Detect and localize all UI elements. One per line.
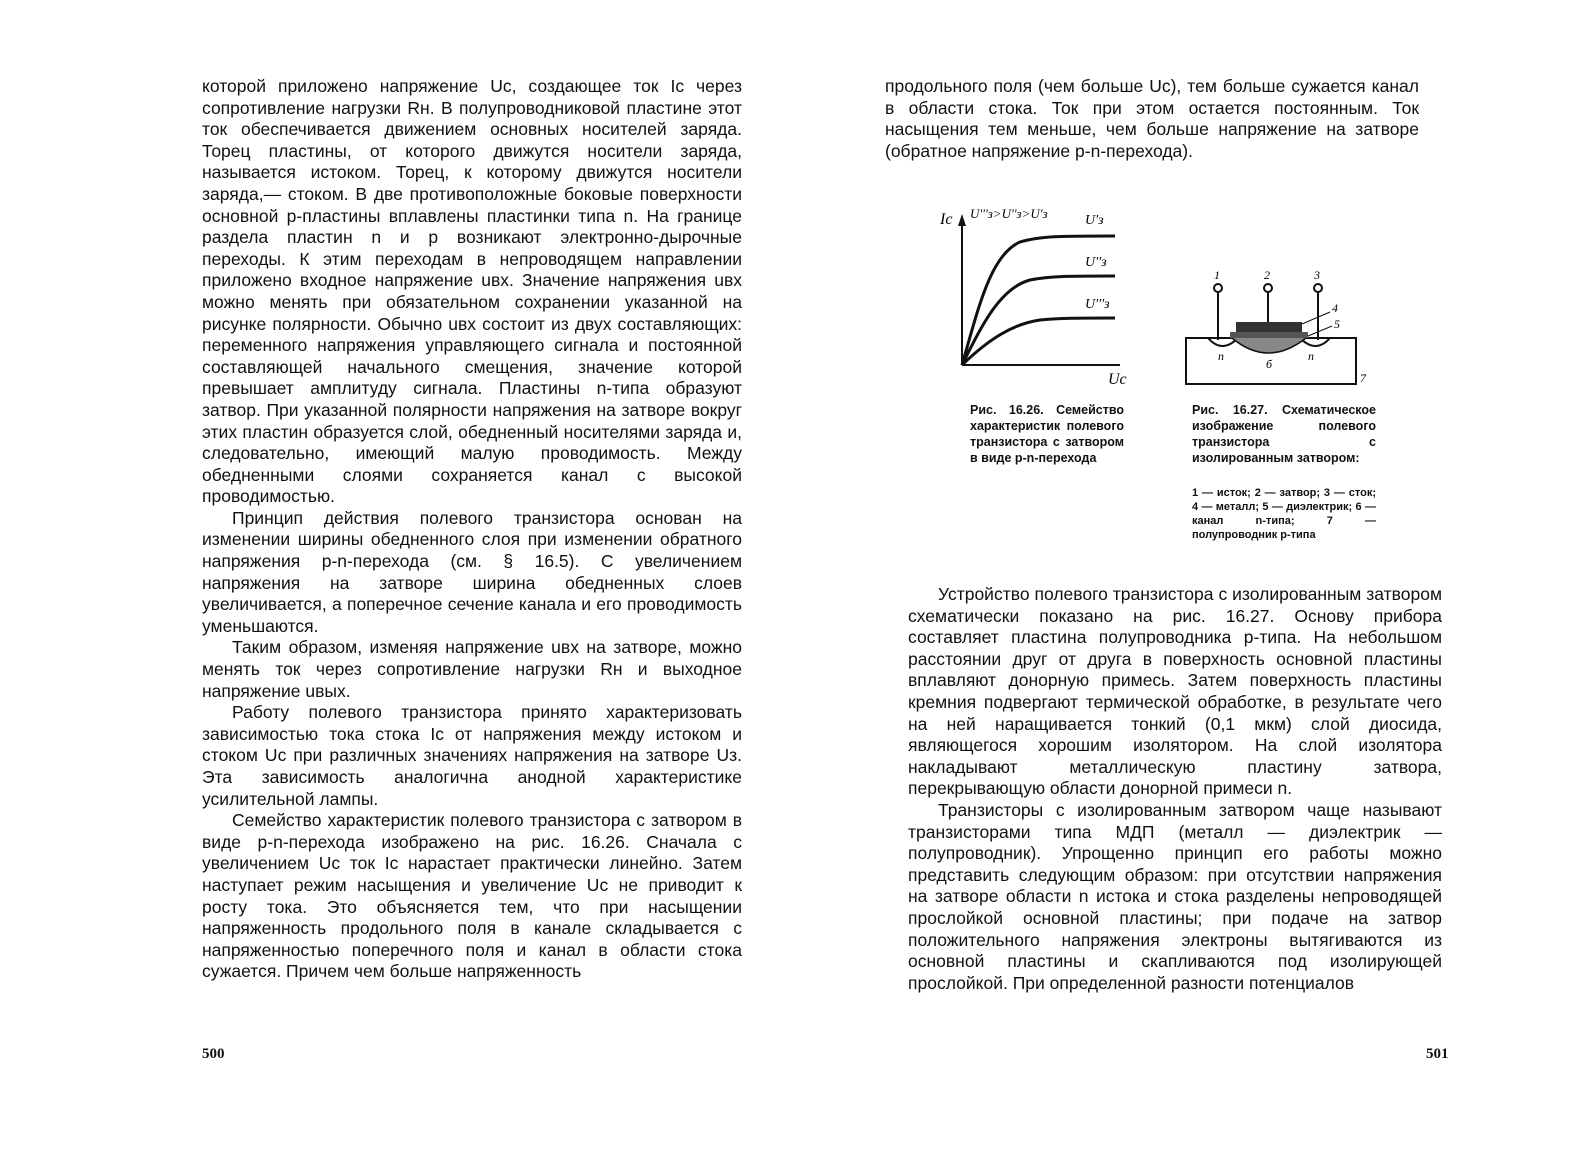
y-axis-label: Ic [940,211,953,228]
figure-16-26-chart [940,200,1160,390]
right-top-text [885,76,1419,162]
terminal-label-3: 3 [1314,270,1320,282]
metal-gate [1236,322,1302,332]
gate-terminal [1264,284,1272,292]
paragraph: Семейство характеристик полевого транзистора с затвором в виде p-n-перехода изображено на рис. 16.26. Сначала с увеличением Uc ток Ic нарастает практически линейно. Затем наступает режим насыщения и увеличение Uc не приводит к росту тока. Это объясняется тем, что при насыщении напряженность продольного поля в канале складывается с напряженностью поперечного поля и канал в области стока сужается. Причем чем больше напряженность [202,810,742,982]
channel-region [1232,338,1306,353]
figure-legend-16-27: 1 — исток; 2 — затвор; 3 — сток; 4 — металл; 5 — диэлектрик; 6 — канал n-типа; 7 — полупроводник p-типа [1192,487,1376,541]
curve-label-1: U'з [1085,213,1104,228]
callout-label-5: 5 [1334,317,1340,331]
figure-16-27-diagram [1180,270,1380,390]
callout-label-7: 7 [1360,371,1366,385]
drain-terminal [1314,284,1322,292]
paragraph: Таким образом, изменяя напряжение uвх на затворе, можно менять ток через сопротивление нагрузки Rн и выходное напряжение uвых. [202,637,742,701]
region-label-source: n [1218,349,1224,363]
page-number-right: 501 [1426,1046,1449,1062]
paragraph: Принцип действия полевого транзистора основан на изменении ширины обедненного слоя при изменении обратного напряжения p-n-перехода (см. § 16.5). С увеличением напряжения на затворе ширина обедненных слоев увеличивается, а поперечное сечение канала и его проводимость уменьшаются. [202,507,742,636]
terminal-label-1: 1 [1214,270,1220,282]
curve-lower [962,318,1115,365]
dielectric-layer [1230,332,1308,338]
terminal-label-2: 2 [1264,270,1270,282]
callout-line-4 [1302,312,1330,324]
region-label-drain: n [1308,349,1314,363]
paragraph: которой приложено напряжение Uc, создающее ток Ic через сопротивление нагрузки Rн. В полупроводниковой пластине этот ток обеспечивается движением основных носителей заряда. Торец пластины, от которого движутся носители заряда, называется истоком. Торец, к которому движутся носители заряда,— стоком. В две противоположные боковые поверхности основной p-пластины вплавлены пластинки типа n. На границе раздела пластин n и p возникают электронно-дырочные переходы. К этим переходам в непроводящем направлении приложено входное напряжение uвх. Значение напряжения uвх можно менять при обязательном сохранении указанной на рисунке полярности. Обычно uвх состоит из двух составляющих: переменного напряжения управляющего сигнала и постоянной составляющей начального смещения, значение которой превышает амплитуду сигнала. Пластины n-типа образуют затвор. При указанной полярности напряжения на затворе вокруг этих пластин образуется слой, обедненный носителями заряда и, следовательно, имеющий малую проводимость. Между обедненными слоями сохраняется канал с высокой проводимостью. [202,76,742,507]
x-axis-label: Uc [1108,371,1127,388]
figure-caption-16-26: Рис. 16.26. Семейство характеристик полевого транзистора с затвором в виде p-n-перехода [970,403,1124,465]
right-page [790,0,1583,1153]
source-terminal [1214,284,1222,292]
figure-caption-16-27: Рис. 16.27. Схематическое изображение полевого транзистора с изолированным затвором: [1192,403,1376,465]
curve-label-3: U'''з [1085,297,1110,312]
paragraph: Работу полевого транзистора принято характеризовать зависимостью тока стока Ic от напряжения между истоком и стоком Uc при различных значениях напряжения на затворе Uз. Эта зависимость аналогична анодной характеристике усилительной лампы. [202,702,742,809]
left-text-column [202,76,742,983]
y-axis-arrow [958,214,966,226]
callout-line-5 [1308,326,1332,336]
curve-label-2: U''з [1085,255,1107,270]
left-page [0,0,790,1153]
inequality-label: U'''з>U''з>U'з [970,206,1048,221]
paragraph: Устройство полевого транзистора с изолированным затвором схематически показано на рис. 16.27. Основу прибора составляет пластина полупроводника p-типа. На небольшом расстоянии друг от друга в поверхность основной пластины вплавляют донорную примесь. Затем поверхность пластины кремния подвергают термической обработке, в результате чего на ней наращивается тонкий (0,1 мкм) слой диосида, являющегося хорошим изолятором. На слой изолятора накладывают металлическую пластину затвора, перекрывающую области донорной примеси n. [908,584,1442,799]
paragraph: Транзисторы с изолированным затвором чаще называют транзисторами типа МДП (металл — диэлектрик — полупроводник). Упрощенно принцип его работы можно представить следующим образом: при отсутствии напряжения на затворе области n истока и стока разделены непроводящей прослойкой основной пластины; при подаче на затвор положительного напряжения электроны вытягиваются из основной пластины и скапливаются под изолирующей прослойкой. При определенной разности потенциалов [908,799,1442,993]
page-number-left: 500 [202,1046,225,1062]
paragraph: продольного поля (чем больше Uc), тем больше сужается канал в области стока. Ток при этом остается постоянным. Ток насыщения тем меньше, чем больше напряжение на затворе (обратное напряжение p-n-перехода). [885,76,1419,161]
callout-label-4: 4 [1332,301,1338,315]
right-bottom-text [908,584,1442,994]
region-label-channel: б [1266,357,1273,371]
